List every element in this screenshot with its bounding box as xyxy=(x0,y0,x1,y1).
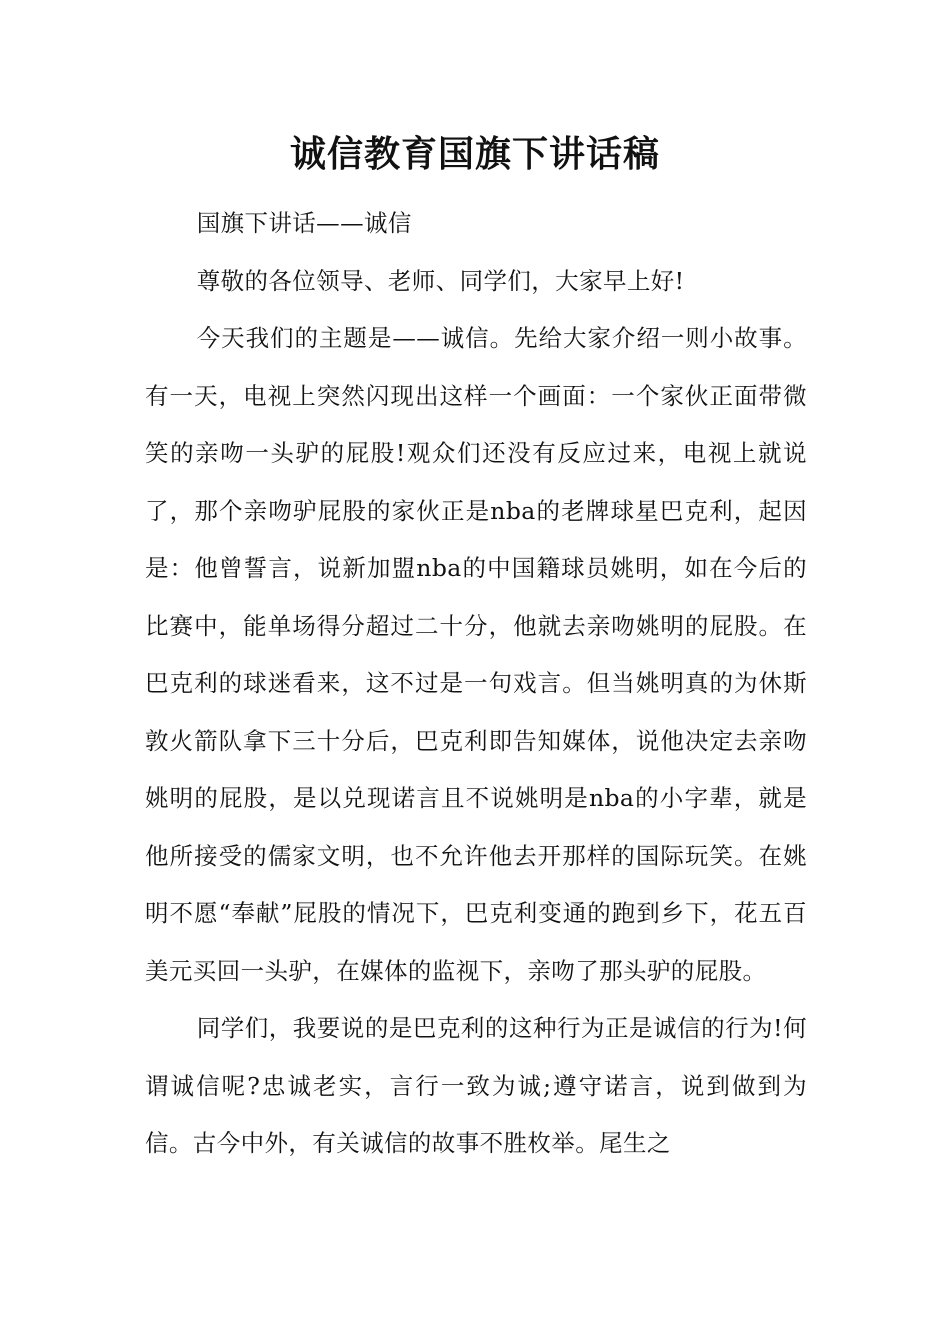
document-title: 诚信教育国旗下讲话稿 xyxy=(289,133,660,175)
paragraph-heading-line: 国旗下讲话——诚信 xyxy=(196,209,412,237)
paragraph-integrity: 同学们，我要说的是巴克利的这种行为正是诚信的行为!何谓诚信呢?忠诚老实，言行一致为诚;遵守诺言，说到做到为信。古今中外，有关诚信的故事不胜枚举。尾生之 xyxy=(145,1014,807,1157)
document-body xyxy=(145,195,807,1173)
paragraph-story: 今天我们的主题是——诚信。先给大家介绍一则小故事。有一天，电视上突然闪现出这样一个画面：一个家伙正面带微笑的亲吻一头驴的屁股!观众们还没有反应过来，电视上就说了，那个亲吻驴屁股的家伙正是nba的老牌球星巴克利，起因是：他曾誓言，说新加盟nba的中国籍球员姚明，如在今后的比赛中，能单场得分超过二十分，他就去亲吻姚明的屁股。在巴克利的球迷看来，这不过是一句戏言。但当姚明真的为休斯敦火箭队拿下三十分后，巴克利即告知媒体，说他决定去亲吻姚明的屁股，是以兑现诺言且不说姚明是nba的小字辈，就是他所接受的儒家文明，也不允许他去开那样的国际玩笑。在姚明不愿“奉献”屁股的情况下，巴克利变通的跑到乡下，花五百美元买回一头驴，在媒体的监视下，亲吻了那头驴的屁股。 xyxy=(145,324,807,985)
paragraph-greeting: 尊敬的各位领导、老师、同学们，大家早上好! xyxy=(196,266,685,295)
